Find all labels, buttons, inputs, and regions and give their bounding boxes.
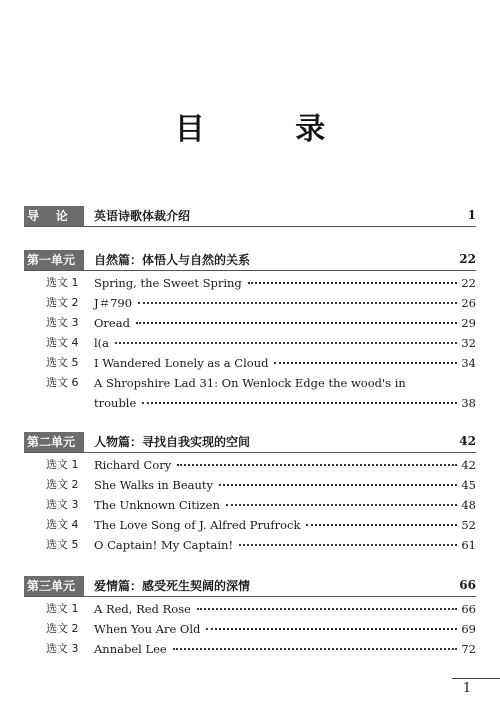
entry-title[interactable]: A Red, Red Rose (94, 602, 191, 616)
footer-page-number: 1 (462, 681, 472, 696)
entry-title[interactable]: A Shropshire Lad 31: On Wenlock Edge the wood's in (94, 376, 406, 390)
entry-page-number: 66 (461, 602, 476, 616)
entry-page-number: 72 (461, 642, 476, 656)
section-title[interactable]: 爱情篇：感受死生契阔的深情 (94, 579, 251, 593)
section-header (0, 432, 500, 454)
dot-leader (115, 342, 457, 344)
toc-entry[interactable] (0, 620, 500, 640)
toc-entry[interactable] (0, 334, 500, 354)
section-divider (24, 596, 476, 597)
toc-entry[interactable] (0, 456, 500, 476)
dot-leader (197, 608, 457, 610)
entry-title[interactable]: When You Are Old (94, 622, 201, 636)
entry-number: 选文 2 (46, 622, 79, 635)
entry-title[interactable]: Annabel Lee (94, 642, 167, 656)
dot-leader (138, 302, 457, 304)
entry-number: 选文 1 (46, 276, 79, 289)
entry-page-number: 48 (461, 498, 476, 512)
section-header (0, 250, 500, 272)
entry-page-number: 29 (461, 316, 476, 330)
page-title: 目 录 (174, 112, 366, 147)
dot-leader (142, 402, 457, 404)
entry-title[interactable]: J＃790 (94, 296, 133, 310)
section-divider (24, 226, 476, 227)
toc-entry[interactable] (0, 274, 500, 294)
toc-entry[interactable] (0, 476, 500, 496)
entry-title[interactable]: I Wandered Lonely as a Cloud (94, 356, 269, 370)
entry-title[interactable]: She Walks in Beauty (94, 478, 214, 492)
section-title[interactable]: 自然篇：体悟人与自然的关系 (94, 253, 251, 267)
entry-number: 选文 2 (46, 478, 79, 491)
section-label: 第三单元 (24, 576, 84, 596)
entry-number: 选文 4 (46, 336, 79, 349)
dot-leader (226, 504, 457, 506)
entry-page-number: 38 (461, 396, 476, 410)
toc-entry[interactable] (0, 640, 500, 660)
entry-number: 选文 3 (46, 498, 79, 511)
toc-entry[interactable] (0, 354, 500, 374)
section-page-number: 1 (467, 208, 476, 222)
entry-page-number: 32 (461, 336, 476, 350)
section-title[interactable]: 英语诗歌体裁介绍 (94, 209, 191, 223)
entry-number: 选文 6 (46, 376, 79, 389)
entry-number: 选文 1 (46, 458, 79, 471)
section-page-number: 42 (459, 434, 476, 448)
dot-leader (248, 282, 458, 284)
section-header (0, 576, 500, 598)
entry-page-number: 22 (461, 276, 476, 290)
section-divider (24, 452, 476, 453)
section-title[interactable]: 人物篇：寻找自我实现的空间 (94, 435, 251, 449)
entry-page-number: 34 (461, 356, 476, 370)
entry-number: 选文 5 (46, 538, 79, 551)
section-header (0, 206, 500, 228)
entry-number: 选文 2 (46, 296, 79, 309)
entry-number: 选文 5 (46, 356, 79, 369)
section-page-number: 22 (459, 252, 476, 266)
entry-page-number: 26 (461, 296, 476, 310)
section-label: 第二单元 (24, 432, 84, 452)
toc-entry[interactable] (0, 496, 500, 516)
entry-number: 选文 4 (46, 518, 79, 531)
dot-leader (173, 648, 458, 650)
toc-entry[interactable] (0, 294, 500, 314)
entry-title[interactable]: The Love Song of J. Alfred Prufrock (94, 518, 301, 532)
entry-title[interactable]: Oread (94, 316, 130, 330)
entry-page-number: 45 (461, 478, 476, 492)
toc-entry[interactable] (0, 536, 500, 556)
toc-entry-continuation[interactable] (0, 394, 500, 414)
entry-page-number: 52 (461, 518, 476, 532)
entry-number: 选文 1 (46, 602, 79, 615)
toc-entry[interactable] (0, 374, 500, 394)
entry-page-number: 61 (461, 538, 476, 552)
entry-title[interactable]: Spring, the Sweet Spring (94, 276, 242, 290)
entry-number: 选文 3 (46, 316, 79, 329)
entry-title-continuation[interactable]: trouble (94, 396, 137, 410)
entry-page-number: 42 (461, 458, 476, 472)
footer-rule (452, 678, 500, 679)
entry-title[interactable]: O Captain! My Captain! (94, 538, 234, 552)
section-page-number: 66 (459, 578, 476, 592)
section-label: 导 论 (24, 206, 84, 226)
dot-leader (306, 524, 457, 526)
entry-number: 选文 3 (46, 642, 79, 655)
dot-leader (177, 464, 457, 466)
entry-page-number: 69 (461, 622, 476, 636)
dot-leader (219, 484, 457, 486)
dot-leader (274, 362, 457, 364)
section-divider (24, 270, 476, 271)
toc-entry[interactable] (0, 600, 500, 620)
entry-title[interactable]: Richard Cory (94, 458, 172, 472)
entry-title[interactable]: The Unknown Citizen (94, 498, 220, 512)
dot-leader (206, 628, 457, 630)
toc-entry[interactable] (0, 314, 500, 334)
entry-title[interactable]: l(a (94, 336, 110, 350)
section-label: 第一单元 (24, 250, 84, 270)
dot-leader (136, 322, 457, 324)
dot-leader (239, 544, 457, 546)
toc-entry[interactable] (0, 516, 500, 536)
